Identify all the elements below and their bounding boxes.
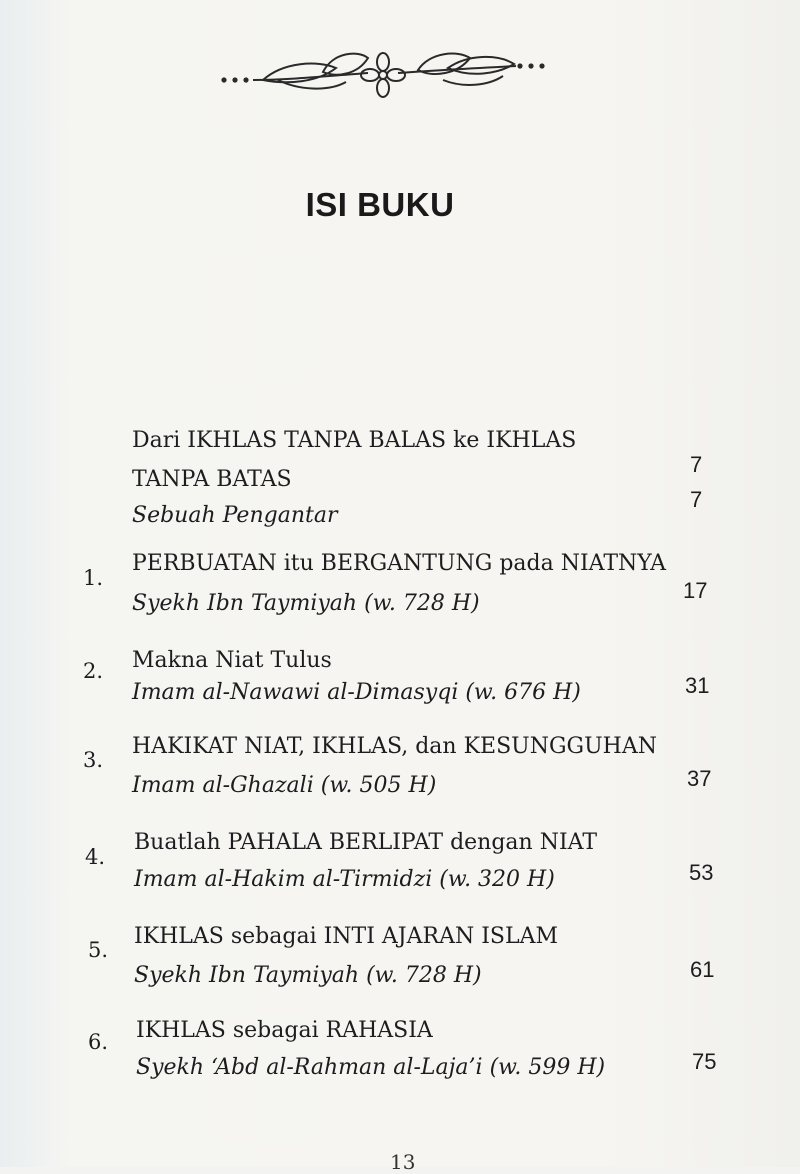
chapter-title: IKHLAS sebagai RAHASIA	[136, 1018, 433, 1043]
page-title: ISI BUKU	[305, 186, 455, 223]
chapter-author: Imam al-Nawawi al-Dimasyqi (w. 676 H)	[132, 680, 581, 705]
chapter-page-number: 61	[690, 957, 715, 982]
intro-title-line-1: Dari IKHLAS TANPA BALAS ke IKHLAS	[132, 428, 577, 453]
chapter-author: Imam al-Ghazali (w. 505 H)	[132, 773, 437, 798]
chapter-author: Syekh Ibn Taymiyah (w. 728 H)	[134, 963, 482, 988]
intro-subtitle: Sebuah Pengantar	[132, 503, 338, 528]
chapter-number: 3.	[83, 748, 104, 772]
chapter-author: Imam al-Hakim al-Tirmidzi (w. 320 H)	[134, 867, 555, 892]
intro-page-number: 7	[690, 452, 703, 477]
chapter-author: Syekh Ibn Taymiyah (w. 728 H)	[132, 591, 480, 616]
chapter-number: 5.	[88, 938, 109, 962]
chapter-number: 4.	[85, 845, 106, 869]
chapter-title: HAKIKAT NIAT, IKHLAS, dan KESUNGGUHAN	[132, 734, 657, 759]
chapter-number: 1.	[83, 566, 104, 590]
chapter-title: Makna Niat Tulus	[132, 648, 332, 673]
intro-title-line-2: TANPA BATAS	[132, 467, 292, 492]
chapter-author: Syekh ‘Abd al-Rahman al-Laja’i (w. 599 H)	[136, 1055, 606, 1080]
chapter-page-number: 17	[683, 578, 708, 603]
chapter-page-number: 75	[692, 1049, 717, 1074]
chapter-page-number: 53	[689, 860, 714, 885]
chapter-title: Buatlah PAHALA BERLIPAT dengan NIAT	[134, 830, 597, 855]
chapter-number: 6.	[88, 1030, 109, 1054]
chapter-title: IKHLAS sebagai INTI AJARAN ISLAM	[134, 924, 558, 949]
chapter-number: 2.	[83, 659, 104, 683]
chapter-page-number: 37	[687, 766, 712, 791]
footer-page-number: 13	[390, 1150, 416, 1174]
intro-page-number-2: 7	[690, 487, 703, 512]
chapter-page-number: 31	[685, 673, 710, 698]
chapter-title: PERBUATAN itu BERGANTUNG pada NIATNYA	[132, 551, 666, 576]
